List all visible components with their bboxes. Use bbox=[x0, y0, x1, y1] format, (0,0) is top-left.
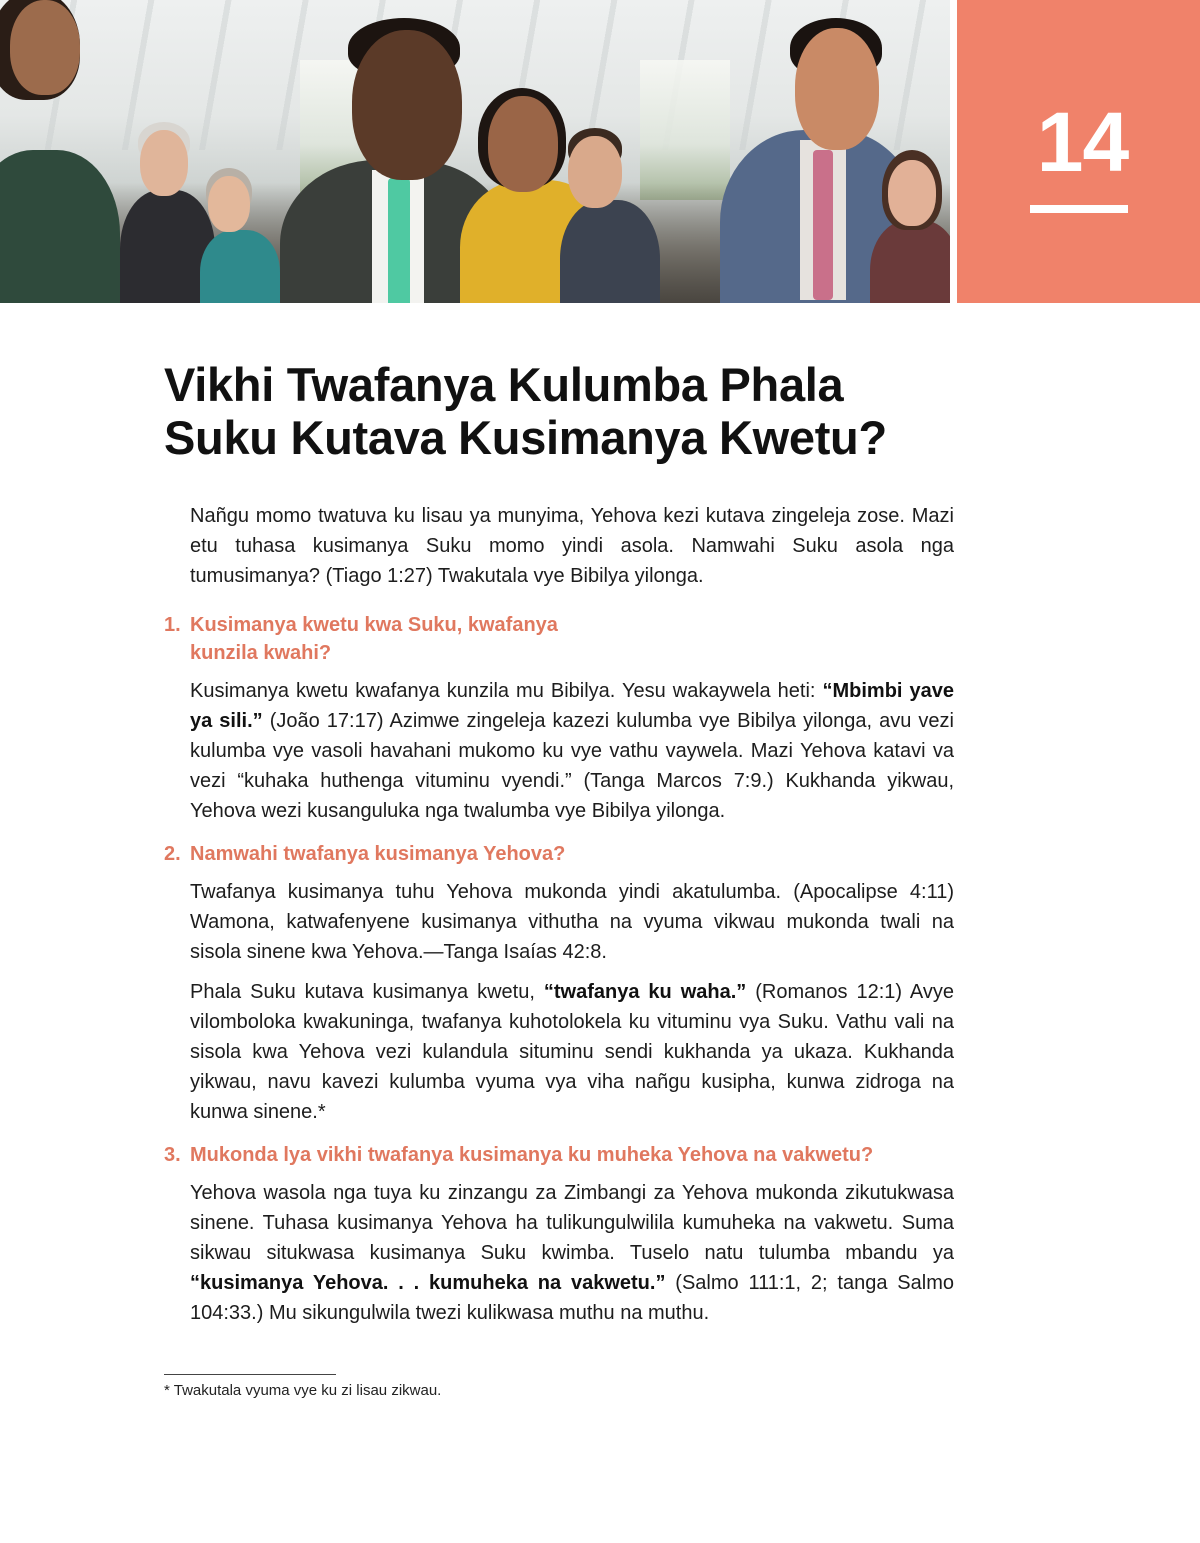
chapter-tab bbox=[957, 0, 1200, 303]
section-paragraph bbox=[190, 676, 954, 826]
paragraph-text: (Romanos 12:1) Avye vilomboloka kwakuninga, twafanya kuhotolokela ku vituminu vya Suku. Vathu vali na sisola kwa Yehova vezi kulandula situminu sendi kukhanda ya ukaza. Kukhanda yikwau, navu kavezi kulumba vyuma vya viha nañgu kusipha, kunwa zidroga na kunwa sinene.* bbox=[190, 981, 954, 1123]
section-question bbox=[164, 1141, 954, 1169]
section-3 bbox=[164, 1141, 954, 1328]
section-question-text: Namwahi twafanya kusimanya Yehova? bbox=[190, 843, 566, 865]
section-paragraph bbox=[190, 1178, 954, 1328]
section-number: 1. bbox=[164, 614, 181, 636]
section-1 bbox=[164, 611, 954, 826]
title-line-1: Vikhi Twafanya Kulumba Phala bbox=[164, 358, 844, 411]
section-question bbox=[164, 611, 604, 667]
chapter-number: 14 bbox=[1036, 95, 1129, 189]
lesson-content bbox=[164, 501, 954, 1342]
paragraph-bold-quote: “twafanya ku waha.” bbox=[543, 981, 747, 1003]
paragraph-bold-quote: “Mbimbi yave ya sili.” bbox=[190, 680, 954, 732]
paragraph-text: Yehova wasola nga tuya ku zinzangu za Zimbangi za Yehova mukonda zikutukwasa sinene. Tuhasa kusimanya Yehova ha tulikungulwilila kumuheka na vakwetu. Suma sikwau situkwasa kusimanya Suku kwimba. Tuselo natu tulumba mbandu ya bbox=[190, 1182, 954, 1264]
section-paragraph bbox=[190, 977, 954, 1127]
paragraph-text: Twafanya kusimanya tuhu Yehova mukonda yindi akatulumba. (Apocalipse 4:11) Wamona, katwafenyene kusimanya vithutha na vyuma vikwau mukonda twali na sisola sinene kwa Yehova.—Tanga Isaías 42:8. bbox=[190, 881, 954, 963]
paragraph-text: Kusimanya kwetu kwafanya kunzila mu Bibilya. Yesu wakaywela heti: bbox=[190, 680, 823, 702]
chapter-underline bbox=[1030, 205, 1128, 213]
paragraph-bold-quote: “kusimanya Yehova. . . kumuheka na vakwetu.” bbox=[190, 1272, 666, 1294]
section-question-text: Kusimanya kwetu kwa Suku, kwafanya kunzila kwahi? bbox=[190, 614, 558, 664]
section-number: 3. bbox=[164, 1144, 181, 1166]
paragraph-text: (Salmo 111:1, 2; tanga Salmo 104:33.) Mu sikungulwila twezi kulikwasa muthu na muthu. bbox=[190, 1272, 954, 1324]
section-question-text: Mukonda lya vikhi twafanya kusimanya ku muheka Yehova na vakwetu? bbox=[190, 1144, 874, 1166]
paragraph-text: Phala Suku kutava kusimanya kwetu, bbox=[190, 981, 544, 1003]
section-2 bbox=[164, 840, 954, 1127]
section-paragraph bbox=[190, 877, 954, 967]
footnote: * Twakutala vyuma vye ku zi lisau zikwau. bbox=[164, 1382, 442, 1399]
section-number: 2. bbox=[164, 843, 181, 865]
footnote-divider bbox=[164, 1374, 336, 1375]
hero-photo bbox=[0, 0, 950, 303]
title-line-2: Suku Kutava Kusimanya Kwetu? bbox=[164, 411, 887, 464]
intro-paragraph: Nañgu momo twatuva ku lisau ya munyima, Yehova kezi kutava zingeleja zose. Mazi etu tuhasa kusimanya Suku momo yindi asola. Namwahi Suku asola nga tumusimanya? (Tiago 1:27) Twakutala vye Bibilya yilonga. bbox=[190, 505, 954, 587]
paragraph-text: (João 17:17) Azimwe zingeleja kazezi kulumba vye Bibilya yilonga, avu vezi kulumba vye vasoli havahani mukomo ku vye vathu vaywela. Mazi Yehova katavi va vezi “kuhaka huthenga vituminu vyendi.” (Tanga Marcos 7:9.) Kukhanda yikwau, Yehova wezi kusanguluka nga twalumba vye Bibilya yilonga. bbox=[190, 710, 954, 822]
window bbox=[640, 60, 730, 200]
page-title bbox=[164, 358, 984, 464]
section-question bbox=[164, 840, 954, 868]
